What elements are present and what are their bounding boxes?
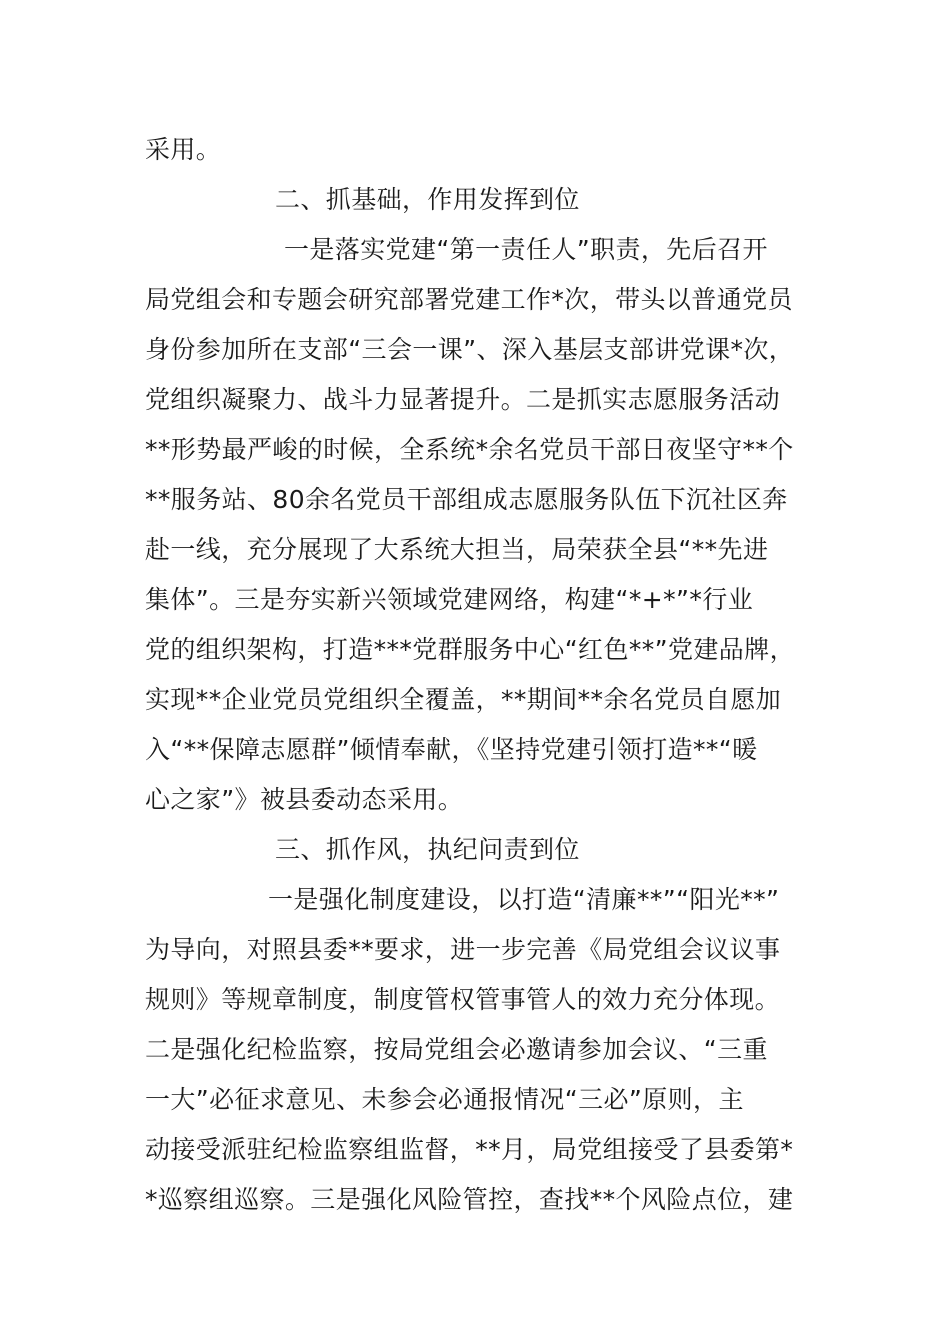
paragraph-line: 一是落实党建“第一责任人”职责，先后召开 — [284, 235, 768, 264]
paragraph-line: 动接受派驻纪检监察组监督，**月，局党组接受了县委第* — [145, 1135, 794, 1164]
paragraph-line: 党组织凝聚力、战斗力显著提升。二是抓实志愿服务活动 — [145, 385, 781, 414]
paragraph-line: 心之家”》被县委动态采用。 — [145, 785, 464, 814]
section-heading: 三、抓作风，执纪问责到位 — [275, 835, 580, 864]
paragraph-line: **形势最严峻的时候，全系统*余名党员干部日夜坚守**个 — [145, 435, 794, 464]
paragraph-line: *巡察组巡察。三是强化风险管控，查找**个风险点位，建 — [145, 1185, 794, 1214]
paragraph-line: 赴一线，充分展现了大系统大担当，局荣获全县“**先进 — [145, 535, 769, 564]
paragraph-line: **服务站、80余名党员干部组成志愿服务队伍下沉社区奔 — [145, 485, 788, 514]
paragraph-line: 采用。 — [145, 135, 222, 164]
paragraph-line: 党的组织架构，打造***党群服务中心“红色**”党建品牌， — [145, 635, 796, 664]
paragraph-line: 实现**企业党员党组织全覆盖，**期间**余名党员自愿加 — [145, 685, 782, 714]
paragraph-line: 一是强化制度建设，以打造“清廉**”“阳光**” — [268, 885, 780, 914]
paragraph-line: 规则》等规章制度，制度管权管事管人的效力充分体现。 — [145, 985, 781, 1014]
section-heading: 二、抓基础，作用发挥到位 — [275, 185, 580, 214]
paragraph-line: 集体”。三是夯实新兴领域党建网络，构建“*+*”*行业 — [145, 585, 754, 614]
paragraph-line: 身份参加所在支部“三会一课”、深入基层支部讲党课*次， — [145, 335, 795, 364]
paragraph-line: 入“**保障志愿群”倾情奉献，《坚持党建引领打造**“暖 — [145, 735, 758, 764]
paragraph-line: 二是强化纪检监察，按局党组会必邀请参加会议、“三重 — [145, 1035, 768, 1064]
paragraph-line: 为导向，对照县委**要求，进一步完善《局党组会议议事 — [145, 935, 781, 964]
paragraph-line: 一大”必征求意见、未参会必通报情况“三必”原则，主 — [145, 1085, 744, 1114]
paragraph-line: 局党组会和专题会研究部署党建工作*次，带头以普通党员 — [145, 285, 793, 314]
